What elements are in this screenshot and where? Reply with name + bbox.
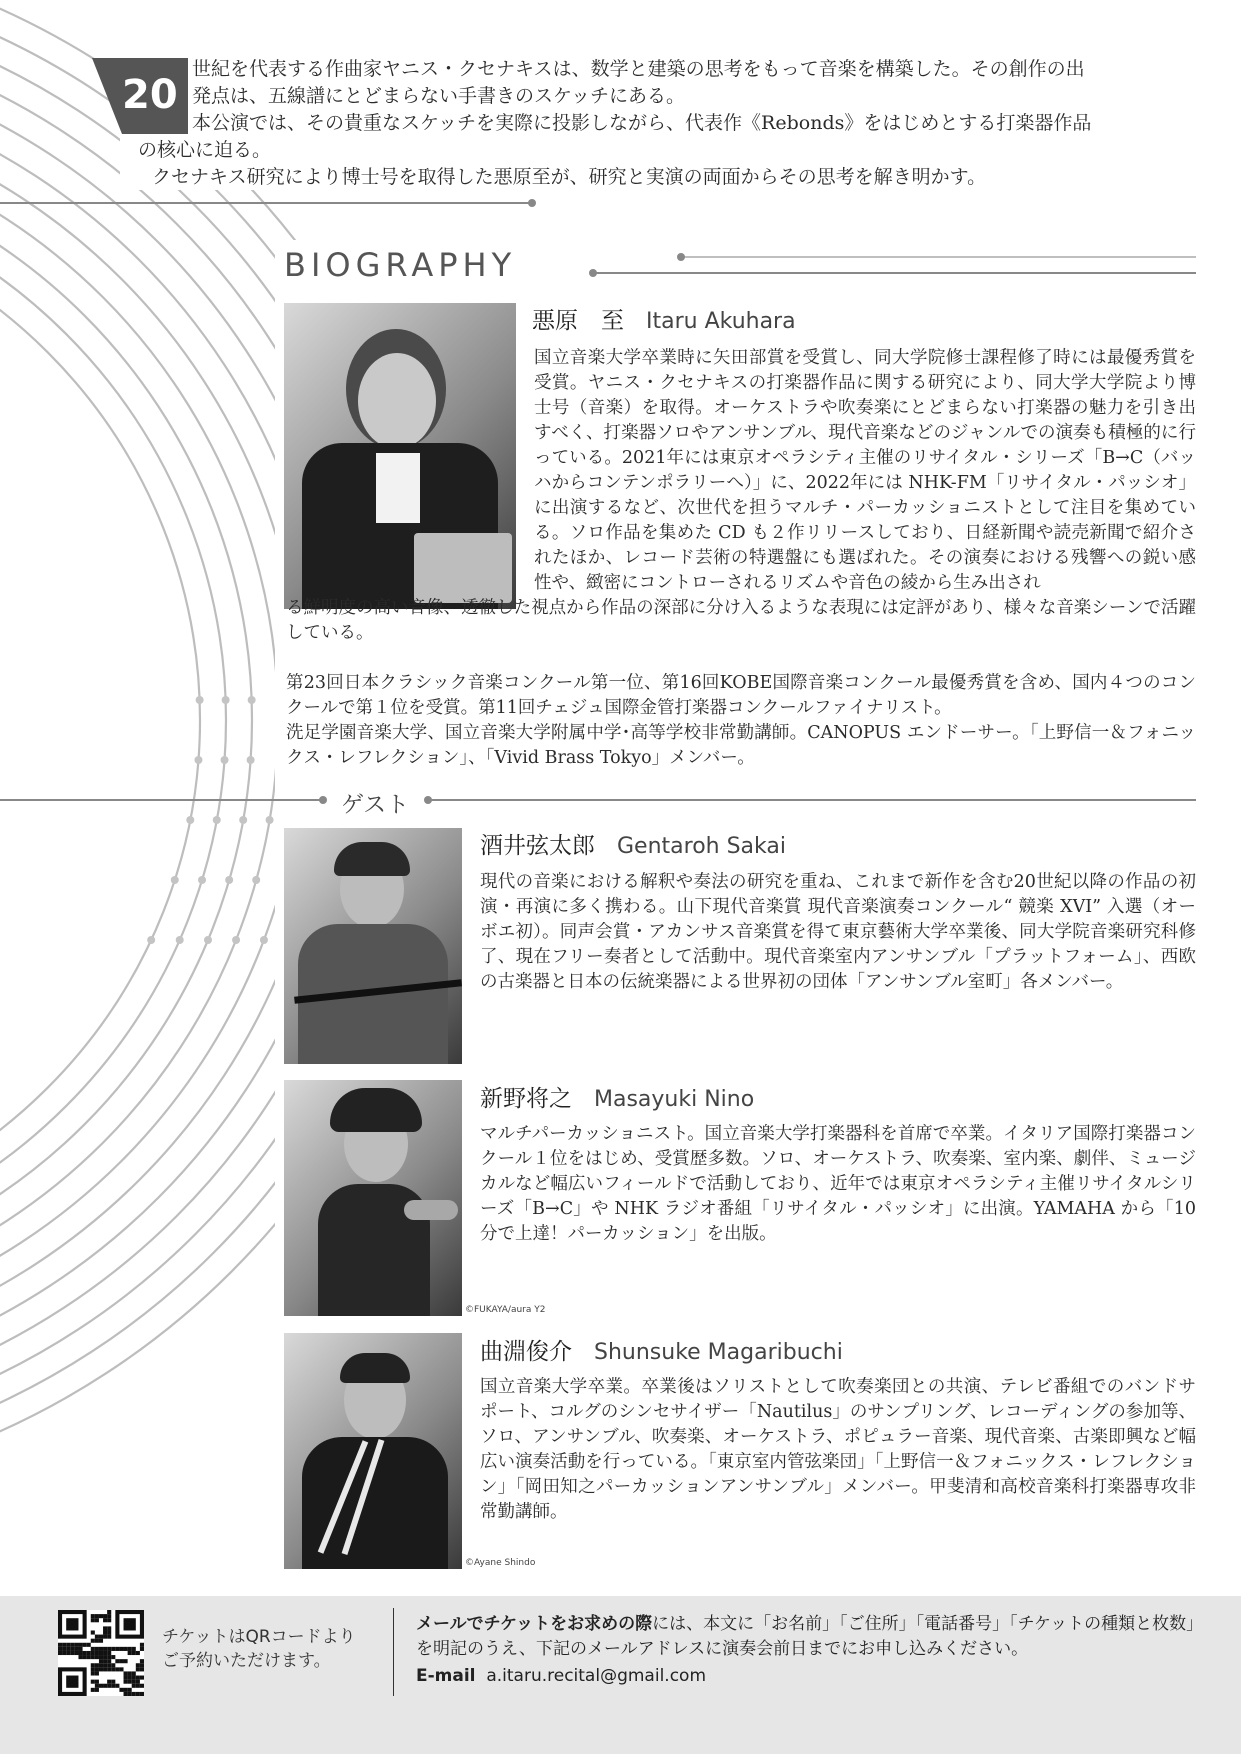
akuhara-photo [284, 303, 516, 609]
mail-body: には、本文に「お名前」「ご住所」「電話番号」「チケットの種類と枚数」を明記のうえ、下記のメールアドレスに演奏会前日までにお申し込みください。 [416, 1614, 1204, 1659]
name-japanese: 曲淵俊介 [480, 1339, 572, 1365]
name-japanese: 酒井弦太郎 [480, 833, 595, 859]
nino-name [480, 1080, 754, 1113]
qr-text-line: ご予約いただけます。 [162, 1651, 331, 1671]
intro-line: 本公演では、その貴重なスケッチを実際に投影しながら、代表作《Rebonds》をはじめとする打楽器作品 [192, 112, 1092, 134]
nino-photo-credit: ©FUKAYA/aura Y2 [465, 1305, 546, 1315]
biography-text-2: る鮮明度の高い音像、透徹した視点から作品の深部に分け入るような表現には定評があり、様々な音楽シーンで活躍している。 [286, 598, 1196, 643]
email-link[interactable]: a.itaru.recital@gmail.com [486, 1666, 706, 1686]
badge-number: 20 [122, 72, 178, 118]
name-english: Masayuki Nino [594, 1087, 755, 1112]
sakai-text: 現代の音楽における解釈や奏法の研究を重ね、これまで新作を含む20世紀以降の作品の初演・再演に多く携わる。山下現代音楽賞 現代音楽演奏コンクール“ 競楽 XVI” 入選（オーボエ初）。同声会賞・アカンサス音楽賞を得て東京藝術大学卒業後、同大学院音楽研究科修了、現在フリー奏者として活動中。現代音楽室内アンサンブル「プラットフォーム」、西欧の古楽器と日本の伝統楽器による世界初の団体「アンサンブル室町」各メンバー。 [480, 872, 1196, 992]
nino-photo [284, 1080, 462, 1316]
akuhara-name [532, 302, 796, 335]
name-english: Gentaroh Sakai [617, 834, 786, 859]
magaribuchi-photo-credit: ©Ayane Shindo [465, 1558, 536, 1568]
name-english: Itaru Akuhara [646, 309, 796, 334]
name-japanese: 悪原 至 [532, 308, 624, 334]
qr-instructions [162, 1625, 356, 1673]
intro-line: 世紀を代表する作曲家ヤニス・クセナキスは、数学と建築の思考をもって音楽を構築した。その創作の出 [192, 58, 1085, 80]
magaribuchi-photo [284, 1333, 462, 1569]
biography-positions: 洗足学園音楽大学、国立音楽大学附属中学･高等学校非常勤講師。CANOPUS エンドーサー。「上野信一＆フォニックス・レフレクション」、「Vivid Brass Tokyo」メンバー。 [286, 723, 1196, 768]
mail-instructions [416, 1612, 1206, 1662]
magaribuchi-name [480, 1333, 843, 1366]
email-line [416, 1666, 706, 1686]
magaribuchi-text: 国立音楽大学卒業。卒業後はソリストとして吹奏楽団との共演、テレビ番組でのバンドサポート、コルグのシンセサイザー「Nautilus」のサンプリング、レコーディングの参加等、ソロ、アンサンブル、吹奏楽、オーケストラ、ポピュラー音楽、現代音楽、古楽即興など幅広い演奏活動を行っている。「東京室内管弦楽団」「上野信一＆フォニックス・レフレクション」「岡田知之パーカッションアンサンブル」メンバー。甲斐清和高校音楽科打楽器専攻非常勤講師。 [480, 1377, 1196, 1522]
biography-awards: 第23回日本クラシック音楽コンクール第一位、第16回KOBE国際音楽コンクール最優秀賞を含め、国内４つのコンクールで第１位を受賞。第11回チェジュ国際金管打楽器コンクールファイナリスト。 [286, 673, 1196, 718]
intro-line: の核心に迫る。 [138, 139, 272, 161]
qr-text-line: チケットはQRコードより [162, 1627, 356, 1647]
mail-lead: メールでチケットをお求めの際 [416, 1614, 653, 1634]
biography-heading: BIOGRAPHY [284, 246, 517, 284]
intro-line: クセナキス研究により博士号を取得した悪原至が、研究と実演の両面からその思考を解き明かす。 [152, 166, 987, 188]
sakai-name [480, 827, 786, 860]
email-label: E-mail [416, 1666, 476, 1686]
name-english: Shunsuke Magaribuchi [594, 1340, 843, 1365]
name-japanese: 新野将之 [480, 1086, 572, 1112]
intro-line: 発点は、五線譜にとどまらない手書きのスケッチにある。 [192, 85, 686, 107]
guest-label: ゲスト [335, 786, 415, 819]
footer-divider [393, 1608, 394, 1696]
nino-text: マルチパーカッショニスト。国立音楽大学打楽器科を首席で卒業。イタリア国際打楽器コンクール１位をはじめ、受賞歴多数。ソロ、オーケストラ、吹奏楽、室内楽、劇伴、ミュージカルなど幅広いフィールドで活動しており、近年では東京オペラシティ主催リサイタルシリーズ「B→C」や NHK ラジオ番組「リサイタル・パッシオ」に出演。YAMAHA から「10 分で上達！パーカッション」を出版。 [480, 1124, 1196, 1244]
qr-code-icon[interactable] [58, 1610, 144, 1696]
biography-text-1: 国立音楽大学卒業時に矢田部賞を受賞し、同大学院修士課程修了時には最優秀賞を受賞。ヤニス・クセナキスの打楽器作品に関する研究により、同大学大学院より博士号（音楽）を取得。オーケストラや吹奏楽にとどまらない打楽器の魅力を引き出すべく、打楽器ソロやアンサンブル、現代音楽などのジャンルでの演奏も積極的に行っている。2021年には東京オペラシティ主催のリサイタル・シリーズ「B→C（バッハからコンテンポラリーへ）」に、2022年には NHK-FM「リサイタル・パッシオ」に出演するなど、次世代を担うマルチ・パーカッショニストとして注目を集めている。ソロ作品を集めた CD も２作リリースしており、日経新聞や読売新聞で紹介されたほか、レコード芸術の特選盤にも選ばれた。その演奏における残響への鋭い感性や、緻密にコントローされるリズムや音色の綾から生み出され [534, 348, 1196, 593]
sakai-photo [284, 828, 462, 1064]
